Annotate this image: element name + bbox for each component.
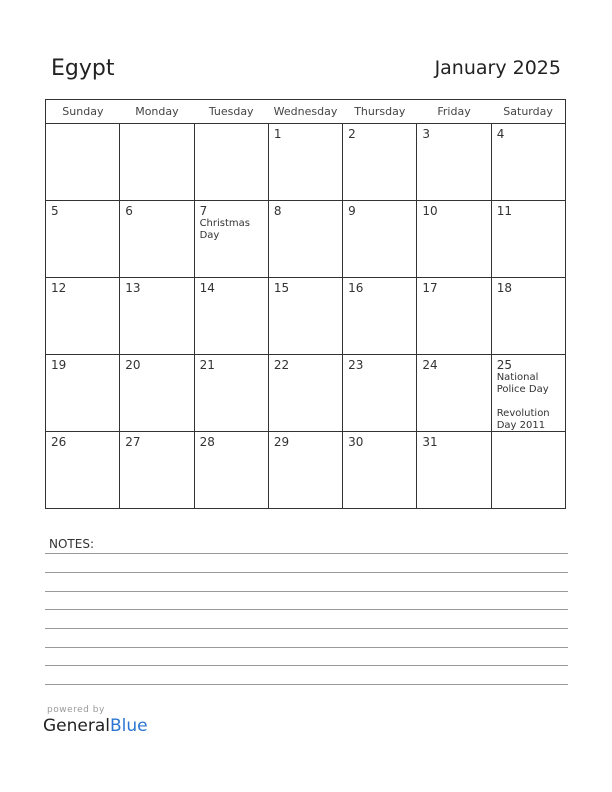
- day-number: 1: [273, 127, 282, 141]
- day-cell[interactable]: [46, 355, 120, 432]
- day-number: 12: [51, 281, 67, 295]
- holiday-name: Revolution Day 2011: [496, 408, 550, 431]
- day-number: 30: [348, 435, 364, 449]
- week-row: [46, 355, 566, 432]
- notes-line: [45, 572, 568, 573]
- day-number: 24: [422, 358, 438, 372]
- day-cell[interactable]: [268, 355, 342, 432]
- day-cell[interactable]: [343, 355, 417, 432]
- day-cell[interactable]: [194, 432, 268, 509]
- day-cell[interactable]: [417, 355, 491, 432]
- country-title: Egypt: [51, 56, 115, 81]
- notes-line: [45, 553, 568, 554]
- notes-line: [45, 609, 568, 610]
- weekday-sunday: Sunday: [46, 100, 120, 124]
- day-number: 8: [273, 204, 282, 218]
- day-cell[interactable]: [343, 124, 417, 201]
- day-cell[interactable]: [194, 278, 268, 355]
- day-number: 2: [348, 127, 356, 141]
- day-cell[interactable]: [194, 201, 268, 278]
- brand-blue: Blue: [110, 716, 148, 736]
- holiday-name: Christmas Day: [199, 218, 250, 241]
- day-number: 22: [273, 358, 290, 372]
- day-cell[interactable]: [120, 355, 194, 432]
- holiday-name: National Police Day: [496, 372, 549, 395]
- day-number: 26: [51, 435, 67, 449]
- day-cell[interactable]: [46, 124, 120, 201]
- notes-label: NOTES:: [49, 537, 94, 551]
- holiday-list: [497, 372, 565, 432]
- day-number: 13: [125, 281, 141, 295]
- day-cell[interactable]: [46, 201, 120, 278]
- day-cell[interactable]: [268, 124, 342, 201]
- day-number: 5: [51, 204, 59, 218]
- weekday-saturday: Saturday: [491, 100, 565, 124]
- day-cell[interactable]: [194, 124, 268, 201]
- day-number: 28: [199, 435, 215, 449]
- day-number: 31: [422, 435, 438, 449]
- day-number: 4: [496, 127, 505, 141]
- day-number: 10: [422, 204, 438, 218]
- notes-line: [45, 591, 568, 592]
- day-cell[interactable]: [194, 355, 268, 432]
- weekday-wednesday: Wednesday: [268, 100, 342, 124]
- month-year-title: January 2025: [434, 57, 561, 79]
- notes-line: [45, 647, 568, 648]
- week-row: [46, 278, 566, 355]
- day-cell[interactable]: [491, 201, 565, 278]
- day-cell[interactable]: [46, 278, 120, 355]
- day-number: 21: [199, 358, 215, 372]
- notes-line: [45, 665, 568, 666]
- day-cell[interactable]: [268, 201, 342, 278]
- day-cell[interactable]: [120, 432, 194, 509]
- day-cell[interactable]: [343, 201, 417, 278]
- day-cell[interactable]: [120, 278, 194, 355]
- week-row: [46, 432, 566, 509]
- day-number: 16: [348, 281, 364, 295]
- calendar-grid: [45, 99, 566, 509]
- weekday-friday: Friday: [417, 100, 491, 124]
- powered-by-text: powered by: [47, 705, 105, 715]
- day-cell[interactable]: [120, 201, 194, 278]
- day-cell[interactable]: [417, 124, 491, 201]
- day-number: 20: [125, 358, 141, 372]
- day-number: 15: [273, 281, 290, 295]
- day-cell[interactable]: [46, 432, 120, 509]
- day-number: 29: [273, 435, 290, 449]
- day-number: 7: [199, 204, 208, 218]
- brand-general: General: [43, 716, 110, 736]
- day-number: 3: [422, 127, 431, 141]
- day-number: 11: [496, 204, 512, 218]
- day-cell[interactable]: [343, 278, 417, 355]
- holiday-list: [200, 218, 268, 242]
- day-cell[interactable]: [491, 355, 565, 432]
- day-number: 23: [348, 358, 364, 372]
- day-number: 17: [422, 281, 438, 295]
- day-cell[interactable]: [491, 432, 565, 509]
- day-cell[interactable]: [491, 278, 565, 355]
- brand-logo[interactable]: [43, 716, 148, 736]
- day-number: 18: [496, 281, 512, 295]
- weekday-header-row: [46, 100, 566, 124]
- week-row: [46, 124, 566, 201]
- day-number: 19: [51, 358, 67, 372]
- day-number: 14: [199, 281, 215, 295]
- notes-line: [45, 628, 568, 629]
- notes-line: [45, 684, 568, 685]
- day-cell[interactable]: [417, 278, 491, 355]
- weekday-monday: Monday: [120, 100, 194, 124]
- day-number: 25: [496, 358, 512, 372]
- weekday-thursday: Thursday: [343, 100, 417, 124]
- day-cell[interactable]: [268, 278, 342, 355]
- week-row: [46, 201, 566, 278]
- day-cell[interactable]: [491, 124, 565, 201]
- day-cell[interactable]: [268, 432, 342, 509]
- day-cell[interactable]: [417, 432, 491, 509]
- day-cell[interactable]: [417, 201, 491, 278]
- day-number: 6: [125, 204, 133, 218]
- day-cell[interactable]: [343, 432, 417, 509]
- day-number: 9: [348, 204, 356, 218]
- day-number: 27: [125, 435, 141, 449]
- weekday-tuesday: Tuesday: [194, 100, 268, 124]
- day-cell[interactable]: [120, 124, 194, 201]
